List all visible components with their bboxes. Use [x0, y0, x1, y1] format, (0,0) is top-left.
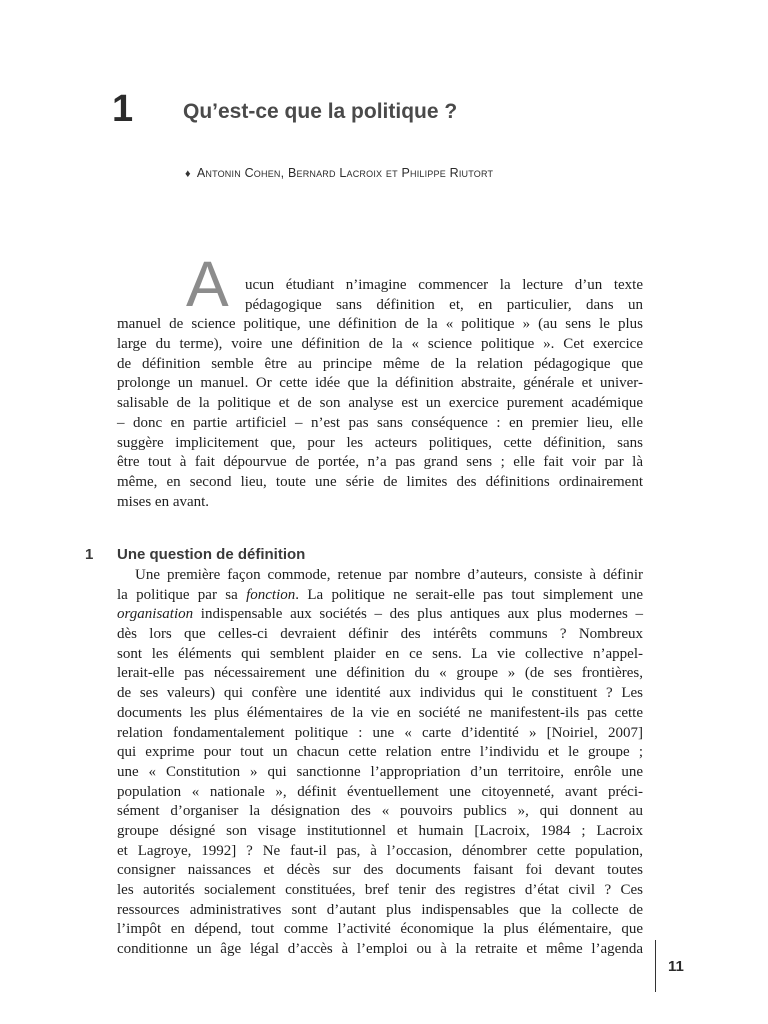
section-number: 1: [85, 546, 94, 563]
section-line: population « nationale », définit éventuellement une citoyenneté, avant préci-: [117, 783, 643, 800]
intro-paragraph: [117, 276, 643, 512]
section-line: de ses valeurs) qui confère une identité aux individus qui le constituent ? Les: [117, 685, 643, 702]
section-line: [117, 586, 643, 606]
diamond-icon: ♦: [185, 168, 191, 180]
section-line: lerait-elle pas nécessairement une définition du « groupe » (de ses frontières,: [117, 665, 643, 682]
chapter-number: 1: [112, 88, 134, 130]
intro-line: être tout à fait dépourvue de portée, n’a pas grand sens ; elle fait voir par là: [117, 454, 643, 471]
section-title: Une question de définition: [117, 546, 306, 563]
intro-line: suggère implicitement que, pour les acteurs politiques, cette définition, sans: [117, 434, 643, 451]
section-line: une « Constitution » qui sanctionne l’appropriation d’un territoire, enrôle une: [117, 763, 643, 780]
authors-names: Antonin Cohen, Bernard Lacroix et Philippe Riutort: [196, 166, 494, 180]
section-line: sont les éléments qui semblent plaider en ce sens. La vie collective n’appel-: [117, 645, 643, 662]
line-segment: indispensable aux sociétés – des plus antiques aux plus modernes –: [193, 606, 643, 623]
authors-line: [185, 164, 493, 183]
line-segment: . La politique ne serait-elle pas tout simplement une: [295, 586, 643, 603]
section-line: documents les plus élémentaires de la vie en société ne manifestent-ils pas cette: [117, 704, 643, 721]
section-line: et Lagroye, 1992] ? Ne faut-il pas, à l’occasion, dénombrer cette population,: [117, 842, 643, 859]
section-line: Une première façon commode, retenue par nombre d’auteurs, consiste à définir: [135, 567, 643, 583]
italic-term-fonction: fonction: [246, 586, 296, 603]
page-number: 11: [668, 958, 684, 975]
intro-line: – donc en partie artificiel – n’est pas sans conséquence : en premier lieu, elle: [117, 414, 643, 431]
section-line: consigner naissances et décès sur des documents faisant foi devant toutes: [117, 862, 643, 879]
section-line: qui exprime pour tout un chacun cette relation entre l’individu et le groupe ;: [117, 744, 643, 761]
drop-cap: A: [186, 248, 229, 320]
intro-line: manuel de science politique, une définition de la « politique » (au sens le plus: [117, 316, 643, 333]
intro-line: large du terme), voire une définition de la « science politique ». Cet exercice: [117, 336, 643, 353]
intro-line: même, en second lieu, toute une série de limites des définitions ordinairement: [117, 473, 643, 490]
intro-line: mises en avant.: [117, 493, 210, 510]
section-line: relation fondamentalement politique : une « carte d’identité » [Noiriel, 2007]: [117, 724, 643, 741]
intro-line: de définition semble être au principe même de la relation pédagogique que: [117, 355, 643, 372]
intro-line: ucun étudiant n’imagine commencer la lecture d’un texte: [245, 277, 643, 293]
section-line: groupe désigné son visage institutionnel et humain [Lacroix, 1984 ; Lacroix: [117, 822, 643, 839]
section-line: ressources administratives sont d’autant plus indispensables que la collecte de: [117, 901, 643, 918]
intro-line: pédagogique sans définition et, en particulier, dans un: [245, 296, 643, 313]
section-paragraph: [117, 566, 643, 960]
line-segment: la politique par sa: [117, 586, 247, 603]
page-number-rule: [655, 940, 656, 992]
intro-line: salisable de la politique et de son analyse est un exercice purement académique: [117, 395, 643, 412]
intro-line: prolonge un manuel. Or cette idée que la définition abstraite, générale et univer-: [117, 375, 643, 392]
section-line: [117, 605, 643, 625]
section-line: conditionne un âge légal d’accès à l’emploi ou à la retraite et même l’agenda: [117, 941, 643, 958]
section-line: l’impôt en dépend, tout comme l’activité économique la plus élémentaire, que: [117, 921, 643, 938]
section-line: sément d’organiser la désignation des « pouvoirs publics », qui donnent au: [117, 803, 643, 820]
section-line: les autorités socialement constituées, bref tenir des registres d’état civil ? Ces: [117, 882, 643, 898]
section-line: dès lors que celles-ci devraient définir des intérêts communs ? Nombreux: [117, 626, 643, 643]
italic-term-organisation: organisation: [117, 606, 194, 623]
chapter-title: Qu’est-ce que la politique ?: [183, 100, 458, 123]
